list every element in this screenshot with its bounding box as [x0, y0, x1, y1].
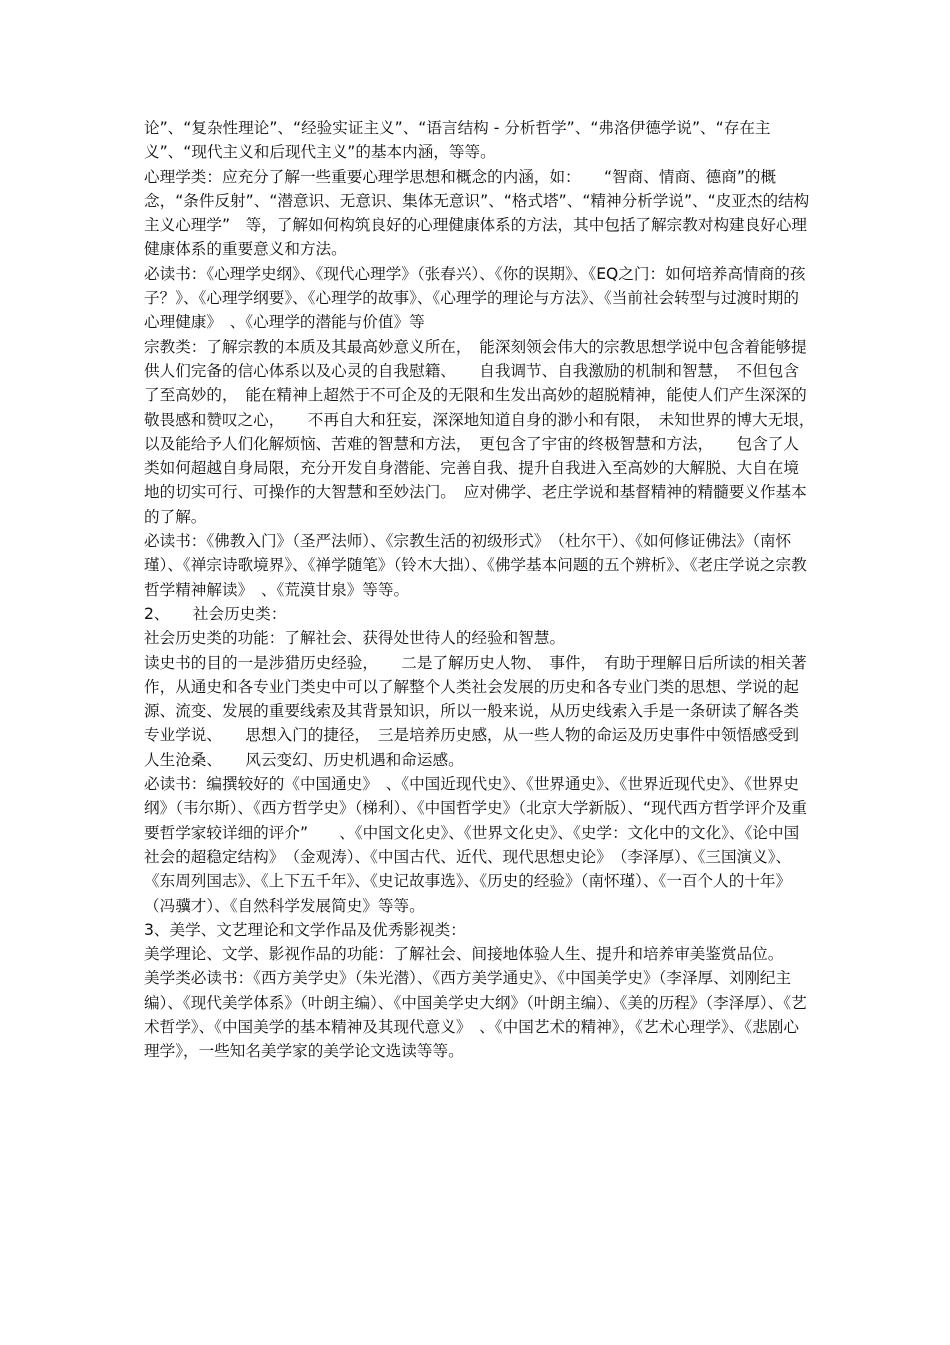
paragraph-history-purpose: 读史书的目的一是涉猎历史经验， 二是了解历史人物、 事件， 有助于理解日后所读的相关著作，从通史和各专业门类史中可以了解整个人类社会发展的历史和各专业门类的思想、学说的起源、流变、发展的重要线索及其背景知识，所以一般来说，从历史线索入手是一条研读了解各类专业学说、 思想入门的捷径， 三是培养历史感，从一些人物的命运及历史事件中领悟感受到人生沧桑、 风云变幻、历史机遇和命运感。	[144, 653, 807, 769]
paragraph-aesthetics-function: 美学理论、文学、影视作品的功能：了解社会、间接地体验人生、提升和培养审美鉴赏品位。	[144, 945, 784, 964]
heading-aesthetics: 3、美学、文艺理论和文学作品及优秀影视类：	[144, 920, 466, 939]
heading-social-history: 2、 社会历史类：	[144, 604, 287, 623]
paragraph-psychology-reading-list: 必读书：《心理学史纲》、《现代心理学》（张春兴）、《你的误期》、《EQ之门：如何培养高情商的孩子？》、《心理学纲要》、《心理学的故事》、《心理学的理论与方法》、《当前社会转型与过渡时期的心理健康》 、《心理学的潜能与价值》等	[144, 264, 806, 332]
paragraph-religion-reading-list: 必读书：《佛教入门》（圣严法师）、《宗教生活的初级形式》 （杜尔干）、《如何修证佛法》（南怀瑾）、《禅宗诗歌境界》、《禅学随笔》（铃木大拙）、《佛学基本问题的五个辨析》、《老庄学说之宗教哲学精神解读》 、《荒漠甘泉》等等。	[144, 532, 807, 599]
paragraph-history-reading-list: 必读书：编撰较好的《中国通史》 、《中国近现代史》、《世界通史》、《世界近现代史》、《世界史纲》（韦尔斯）、《西方哲学史》（梯利）、《中国哲学史》（北京大学新版）、“现代西方哲学评介及重要哲学家较详细的评介” 、《中国文化史》、《世界文化史》、《史学：文化中的文化》、《论中国社会的超稳定结构》 （金观涛）、《中国古代、近代、现代思想史论》 （李泽厚）、《三国演义》、《东周列国志》、《上下五千年》、《史记故事选》、《历史的经验》（南怀瑾）、《一百个人的十年》（冯骥才）、《自然科学发展简史》等等。	[144, 775, 807, 915]
paragraph-psychology-category: 心理学类：应充分了解一些重要心理学思想和概念的内涵，如： “智商、情商、德商”的概念，“条件反射”、“潜意识、无意识、集体无意识”、“格式塔”、“精神分析学说”、“皮亚杰的结构主义心理学” 等，了解如何构筑良好的心理健康体系的方法，其中包括了解宗教对构建良好心理健康体系的重要意义和方法。	[144, 167, 810, 259]
paragraph-social-history-function: 社会历史类的功能：了解社会、获得处世待人的经验和智慧。	[144, 629, 566, 648]
paragraph-religion-category: 宗教类：了解宗教的本质及其最高妙意义所在， 能深刻领会伟大的宗教思想学说中包含着能够提供人们完备的信心体系以及心灵的自我慰籍、 自我调节、自我激励的机制和智慧， 不但包含了至高妙的， 能在精神上超然于不可企及的无限和生发出高妙的超脱精神，能使人们产生深深的敬畏感和赞叹之心， 不再自大和狂妄，深深地知道自身的渺小和有限， 未知世界的博大无垠， 以及能给予人们化解烦恼、苦难的智慧和方法， 更包含了宇宙的终极智慧和方法， 包含了人类如何超越自身局限，充分开发自身潜能、完善自我、提升自我进入至高妙的大解脱、大自在境地的切实可行、可操作的大智慧和至妙法门。 应对佛学、老庄学说和基督精神的精髓要义作基本的了解。	[144, 337, 823, 526]
paragraph-philosophy-terms: 论”、“复杂性理论”、“经验实证主义”、“语言结构 - 分析哲学”、“弗洛伊德学说”、“存在主义”、“现代主义和后现代主义”的基本内涵，等等。	[144, 119, 771, 162]
paragraph-aesthetics-reading-list: 美学类必读书：《西方美学史》（朱光潜）、《西方美学通史》、《中国美学史》（李泽厚、刘刚纪主编）、《现代美学体系》（叶朗主编）、《中国美学史大纲》（叶朗主编）、《美的历程》（李泽厚）、《艺术哲学》、《中国美学的基本精神及其现代意义》 、《中国艺术的精神》，《艺术心理学》、《悲剧心理学》，一些知名美学家的美学论文选读等等。	[144, 969, 807, 1061]
document-body	[144, 116, 823, 1064]
